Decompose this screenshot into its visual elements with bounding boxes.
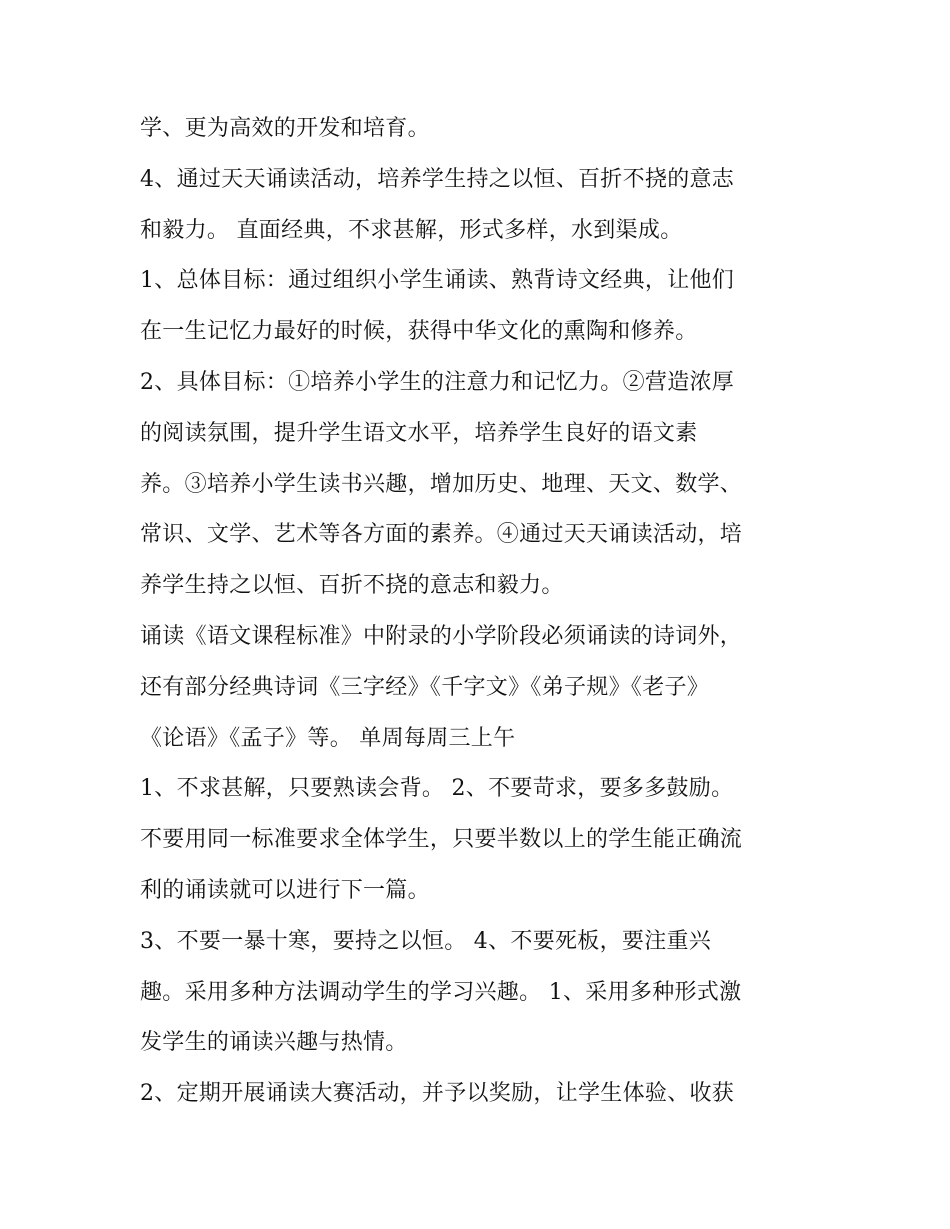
text-line-17: 3、不要一暴十寒，要持之以恒。 4、不要死板，要注重兴 (140, 928, 712, 954)
text-line-12: 还有部分经典诗词《三字经》《千字文》《弟子规》《老子》 (140, 674, 710, 700)
text-line-11: 诵读《语文课程标准》中附录的小学阶段必须诵读的诗词外， (140, 623, 743, 649)
text-line-5: 在一生记忆力最好的时候，获得中华文化的熏陶和修养。 (140, 319, 698, 345)
text-line-19: 发学生的诵读兴趣与热情。 (140, 1030, 408, 1056)
text-line-7: 的阅读氛围，提升学生语文水平，培养学生良好的语文素 (140, 420, 698, 446)
text-line-13: 《论语》《孟子》等。 单周每周三上午 (140, 725, 516, 751)
text-line-20: 2、定期开展诵读大赛活动，并予以奖励，让学生体验、收获 (140, 1081, 735, 1107)
text-line-18: 趣。采用多种方法调动学生的学习兴趣。 1、采用多种形式激 (140, 979, 742, 1005)
text-line-2: 4、通过天天诵读活动，培养学生持之以恒、百折不挠的意志 (140, 166, 735, 192)
text-line-16: 利的诵读就可以进行下一篇。 (140, 877, 430, 903)
text-line-14: 1、不求甚解，只要熟读会背。 2、不要苛求，要多多鼓励。 (140, 776, 734, 802)
text-line-8: 养。③培养小学生读书兴趣，增加历史、地理、天文、数学、 (140, 471, 743, 497)
text-line-15: 不要用同一标准要求全体学生，只要半数以上的学生能正确流 (140, 827, 743, 853)
document-body (140, 104, 840, 1120)
text-line-4: 1、总体目标：通过组织小学生诵读、熟背诗文经典，让他们 (140, 268, 735, 294)
text-line-1: 学、更为高效的开发和培育。 (140, 116, 430, 141)
text-line-10: 养学生持之以恒、百折不挠的意志和毅力。 (140, 573, 564, 599)
text-line-9: 常识、文学、艺术等各方面的素养。④通过天天诵读活动，培 (140, 522, 743, 548)
text-line-6: 2、具体目标：①培养小学生的注意力和记忆力。②营造浓厚 (140, 369, 735, 395)
text-line-3: 和毅力。 直面经典，不求甚解，形式多样，水到渠成。 (140, 217, 683, 243)
